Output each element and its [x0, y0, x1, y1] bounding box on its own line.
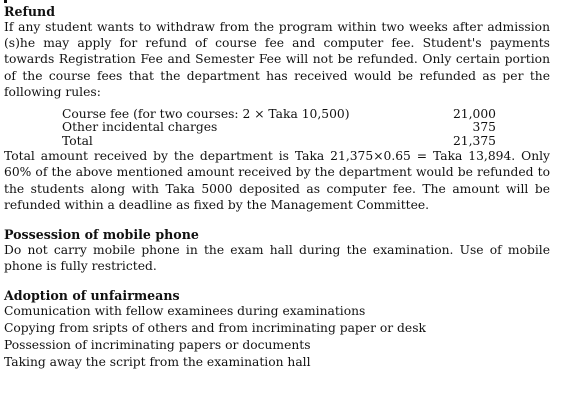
fee-label: Total — [62, 133, 93, 148]
fee-label: Other incidental charges — [62, 120, 218, 135]
fee-table — [62, 108, 496, 148]
refund-conclusion-paragraph: Total amount received by the department is Taka 21,375×0.65 = Taka 13,894. Only 60% of the above mentioned amount received by the department would be refunded to the students along with Taka 5000 deposited as computer fee. The amount will be refunded within a deadline as fixed by the Management Committee. — [4, 149, 550, 212]
document-page — [4, 0, 550, 371]
fee-amount: 375 — [472, 120, 496, 135]
unfairmeans-item: Taking away the script from the examination hall — [4, 355, 311, 370]
fee-row — [62, 121, 496, 134]
fee-row — [62, 108, 496, 121]
unfairmeans-item: Copying from sripts of others and from incriminating paper or desk — [4, 321, 426, 336]
fee-label: Course fee (for two courses: 2 × Taka 10,500) — [62, 107, 350, 122]
fee-amount: 21,000 — [452, 107, 496, 122]
unfairmeans-heading: Adoption of unfairmeans — [4, 288, 180, 304]
mobile-paragraph: Do not carry mobile phone in the exam hall during the examination. Use of mobile phone is fully restricted. — [4, 243, 550, 274]
fee-amount: 21,375 — [452, 133, 496, 148]
unfairmeans-item: Comunication with fellow examinees during examinations — [4, 304, 366, 319]
refund-intro-paragraph: If any student wants to withdraw from the program within two weeks after admission (s)he may apply for refund of course fee and computer fee. Student's payments towards Registration Fee and Semester Fee will not be refunded. Only certain portion of the course fees that the department has received would be refunded as per the following rules: — [4, 20, 550, 99]
refund-heading: Refund — [4, 4, 56, 19]
fee-row-total — [62, 135, 496, 148]
mobile-heading: Possession of mobile phone — [4, 227, 199, 243]
unfairmeans-item: Possession of incriminating papers or documents — [4, 338, 311, 353]
